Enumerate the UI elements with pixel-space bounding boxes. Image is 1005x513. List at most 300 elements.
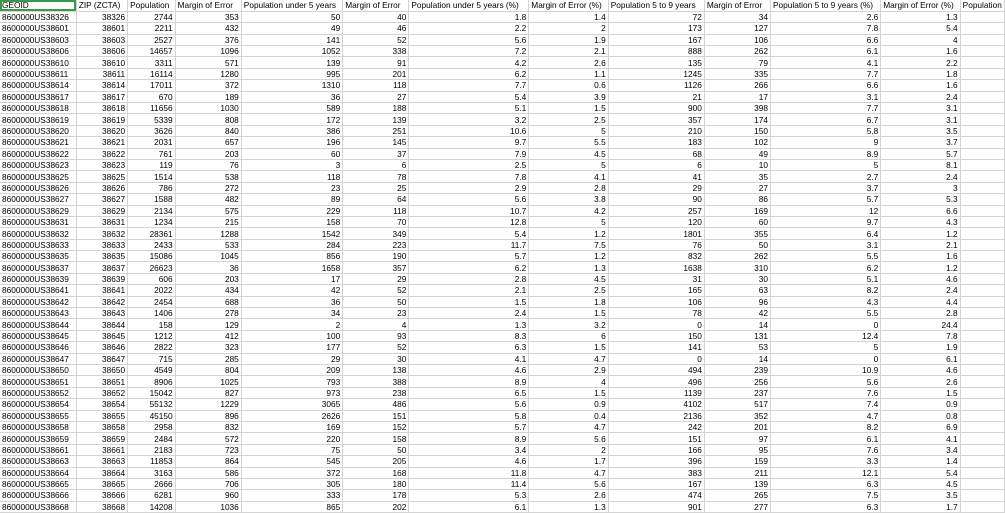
table-cell[interactable]: 30 [704, 273, 770, 284]
table-cell[interactable]: 589 [241, 103, 342, 114]
table-cell[interactable]: 323 [175, 342, 241, 353]
table-cell[interactable]: 8600000US38622 [0, 148, 76, 159]
table-cell[interactable]: 349 [343, 228, 409, 239]
table-cell[interactable]: 1052 [241, 46, 342, 57]
table-cell[interactable]: 4.2 [529, 205, 608, 216]
table-cell[interactable]: 3.3 [770, 456, 880, 467]
table-cell[interactable]: 55132 [128, 399, 176, 410]
table-cell[interactable]: 2 [529, 444, 608, 455]
table-cell[interactable]: 1.3 [881, 11, 960, 22]
table-cell[interactable]: 8600000US38632 [0, 228, 76, 239]
table-cell[interactable]: 8906 [128, 376, 176, 387]
table-cell[interactable] [960, 501, 1004, 512]
table-cell[interactable]: 4.6 [409, 456, 529, 467]
table-cell[interactable]: 118 [241, 171, 342, 182]
table-cell[interactable]: 688 [175, 296, 241, 307]
table-cell[interactable]: 141 [608, 342, 704, 353]
table-cell[interactable]: 49 [704, 148, 770, 159]
table-cell[interactable]: 2666 [128, 478, 176, 489]
table-cell[interactable]: 412 [175, 330, 241, 341]
table-cell[interactable]: 24.4 [881, 319, 960, 330]
table-cell[interactable]: 14 [704, 353, 770, 364]
table-cell[interactable]: 11.4 [409, 478, 529, 489]
table-cell[interactable]: 6.3 [409, 342, 529, 353]
table-cell[interactable]: 352 [704, 410, 770, 421]
table-cell[interactable]: 15042 [128, 387, 176, 398]
table-cell[interactable]: 38652 [76, 387, 127, 398]
table-cell[interactable]: 11.8 [409, 467, 529, 478]
table-cell[interactable]: 7.7 [770, 103, 880, 114]
table-cell[interactable]: 3626 [128, 125, 176, 136]
column-header-cell[interactable]: Margin of Error (%) [529, 0, 608, 11]
table-cell[interactable]: 1.2 [881, 262, 960, 273]
table-cell[interactable]: 2.1 [409, 285, 529, 296]
table-cell[interactable]: 8600000US38650 [0, 365, 76, 376]
table-cell[interactable]: 386 [241, 125, 342, 136]
table-cell[interactable]: 93 [343, 330, 409, 341]
table-cell[interactable]: 8600000US38606 [0, 46, 76, 57]
table-cell[interactable] [960, 11, 1004, 22]
table-cell[interactable]: 0 [608, 353, 704, 364]
table-cell[interactable]: 7.5 [770, 490, 880, 501]
table-cell[interactable]: 3065 [241, 399, 342, 410]
table-cell[interactable]: 119 [128, 159, 176, 170]
table-cell[interactable]: 45150 [128, 410, 176, 421]
table-cell[interactable]: 5339 [128, 114, 176, 125]
table-cell[interactable]: 5 [770, 342, 880, 353]
table-cell[interactable]: 3 [881, 182, 960, 193]
table-cell[interactable]: 29 [343, 273, 409, 284]
table-cell[interactable]: 8600000US38625 [0, 171, 76, 182]
table-cell[interactable]: 272 [175, 182, 241, 193]
table-cell[interactable]: 91 [343, 57, 409, 68]
table-cell[interactable]: 4.1 [409, 353, 529, 364]
table-cell[interactable]: 64 [343, 194, 409, 205]
table-cell[interactable]: 8600000US38665 [0, 478, 76, 489]
table-cell[interactable]: 60 [241, 148, 342, 159]
table-cell[interactable]: 2183 [128, 444, 176, 455]
table-cell[interactable]: 715 [128, 353, 176, 364]
table-cell[interactable]: 50 [241, 11, 342, 22]
table-cell[interactable]: 7.2 [409, 46, 529, 57]
table-cell[interactable]: 118 [343, 205, 409, 216]
table-cell[interactable]: 2.6 [529, 490, 608, 501]
table-cell[interactable]: 960 [175, 490, 241, 501]
table-cell[interactable]: 139 [343, 114, 409, 125]
table-cell[interactable]: 96 [704, 296, 770, 307]
table-cell[interactable]: 6.6 [770, 80, 880, 91]
table-cell[interactable]: 0.9 [881, 399, 960, 410]
table-cell[interactable]: 8600000US38635 [0, 251, 76, 262]
table-cell[interactable]: 1139 [608, 387, 704, 398]
table-cell[interactable]: 434 [175, 285, 241, 296]
table-cell[interactable]: 201 [343, 68, 409, 79]
table-cell[interactable] [960, 57, 1004, 68]
table-cell[interactable]: 2.6 [881, 376, 960, 387]
table-cell[interactable]: 865 [241, 501, 342, 512]
table-cell[interactable]: 38619 [76, 114, 127, 125]
table-cell[interactable]: 2 [241, 319, 342, 330]
table-cell[interactable]: 27 [704, 182, 770, 193]
table-cell[interactable]: 2.9 [529, 365, 608, 376]
table-cell[interactable]: 37 [343, 148, 409, 159]
table-cell[interactable]: 5 [529, 159, 608, 170]
table-cell[interactable]: 1025 [175, 376, 241, 387]
table-cell[interactable]: 1.7 [881, 501, 960, 512]
table-cell[interactable]: 1.6 [881, 251, 960, 262]
table-cell[interactable]: 38326 [76, 11, 127, 22]
table-cell[interactable]: 38632 [76, 228, 127, 239]
table-cell[interactable]: 158 [241, 216, 342, 227]
table-cell[interactable]: 169 [241, 421, 342, 432]
table-cell[interactable]: 0 [770, 353, 880, 364]
table-cell[interactable]: 68 [608, 148, 704, 159]
table-cell[interactable]: 1801 [608, 228, 704, 239]
table-cell[interactable]: 761 [128, 148, 176, 159]
table-cell[interactable]: 138 [343, 365, 409, 376]
table-cell[interactable]: 4.6 [881, 365, 960, 376]
table-cell[interactable] [960, 467, 1004, 478]
table-cell[interactable]: 1638 [608, 262, 704, 273]
table-cell[interactable]: 1.5 [529, 342, 608, 353]
table-cell[interactable]: 706 [175, 478, 241, 489]
table-cell[interactable]: 1.3 [529, 262, 608, 273]
table-cell[interactable]: 150 [608, 330, 704, 341]
table-cell[interactable]: 1.6 [881, 80, 960, 91]
table-cell[interactable]: 4.1 [770, 57, 880, 68]
table-cell[interactable]: 36 [241, 91, 342, 102]
table-cell[interactable]: 786 [128, 182, 176, 193]
table-cell[interactable]: 5.8 [770, 125, 880, 136]
table-cell[interactable]: 9.7 [409, 137, 529, 148]
table-cell[interactable]: 38666 [76, 490, 127, 501]
table-cell[interactable]: 38617 [76, 91, 127, 102]
table-cell[interactable]: 38642 [76, 296, 127, 307]
table-cell[interactable]: 357 [608, 114, 704, 125]
table-cell[interactable] [960, 376, 1004, 387]
table-cell[interactable]: 3.7 [881, 137, 960, 148]
table-cell[interactable]: 6.3 [770, 478, 880, 489]
table-cell[interactable]: 131 [704, 330, 770, 341]
table-cell[interactable]: 238 [343, 387, 409, 398]
table-cell[interactable]: 42 [241, 285, 342, 296]
table-cell[interactable] [960, 387, 1004, 398]
table-cell[interactable]: 4.5 [529, 273, 608, 284]
table-cell[interactable] [960, 308, 1004, 319]
table-cell[interactable]: 494 [608, 365, 704, 376]
table-cell[interactable]: 1045 [175, 251, 241, 262]
table-cell[interactable]: 2211 [128, 23, 176, 34]
table-cell[interactable]: 34 [704, 11, 770, 22]
table-cell[interactable]: 6.3 [770, 501, 880, 512]
table-cell[interactable]: 12.1 [770, 467, 880, 478]
table-cell[interactable]: 2.8 [881, 308, 960, 319]
table-cell[interactable] [960, 68, 1004, 79]
table-cell[interactable]: 95 [704, 444, 770, 455]
table-cell[interactable]: 5.3 [881, 194, 960, 205]
table-cell[interactable]: 266 [704, 80, 770, 91]
table-cell[interactable]: 3.4 [881, 444, 960, 455]
table-cell[interactable]: 21 [608, 91, 704, 102]
table-cell[interactable]: 262 [704, 46, 770, 57]
table-cell[interactable]: 6.4 [770, 228, 880, 239]
table-cell[interactable]: 17 [704, 91, 770, 102]
table-cell[interactable]: 8600000US38666 [0, 490, 76, 501]
table-cell[interactable]: 256 [704, 376, 770, 387]
table-cell[interactable]: 6.6 [881, 205, 960, 216]
table-cell[interactable]: 11.7 [409, 239, 529, 250]
table-cell[interactable]: 38631 [76, 216, 127, 227]
table-cell[interactable]: 864 [175, 456, 241, 467]
table-cell[interactable] [960, 342, 1004, 353]
table-cell[interactable] [960, 23, 1004, 34]
table-cell[interactable]: 173 [608, 23, 704, 34]
table-cell[interactable]: 4.7 [529, 467, 608, 478]
column-header-cell[interactable]: Population under 5 years (%) [409, 0, 529, 11]
table-cell[interactable]: 36 [175, 262, 241, 273]
table-cell[interactable]: 4.5 [529, 148, 608, 159]
table-cell[interactable]: 38646 [76, 342, 127, 353]
table-cell[interactable]: 6.6 [770, 34, 880, 45]
table-cell[interactable]: 188 [343, 103, 409, 114]
table-cell[interactable]: 2958 [128, 421, 176, 432]
table-cell[interactable]: 8600000US38629 [0, 205, 76, 216]
table-cell[interactable]: 8600000US38639 [0, 273, 76, 284]
table-cell[interactable]: 372 [241, 467, 342, 478]
table-cell[interactable]: 210 [608, 125, 704, 136]
table-cell[interactable]: 4 [343, 319, 409, 330]
table-cell[interactable]: 8600000US38627 [0, 194, 76, 205]
table-cell[interactable]: 50 [343, 296, 409, 307]
table-cell[interactable]: 277 [704, 501, 770, 512]
table-cell[interactable]: 5.6 [409, 194, 529, 205]
table-cell[interactable]: 172 [241, 114, 342, 125]
table-cell[interactable]: 242 [608, 421, 704, 432]
table-cell[interactable]: 5.4 [881, 23, 960, 34]
table-cell[interactable]: 2.6 [529, 57, 608, 68]
table-cell[interactable]: 3.4 [409, 444, 529, 455]
table-cell[interactable]: 150 [704, 125, 770, 136]
table-cell[interactable]: 8600000US38644 [0, 319, 76, 330]
table-cell[interactable]: 9 [770, 137, 880, 148]
table-cell[interactable]: 8600000US38633 [0, 239, 76, 250]
table-cell[interactable]: 14208 [128, 501, 176, 512]
table-cell[interactable]: 237 [704, 387, 770, 398]
table-cell[interactable]: 38668 [76, 501, 127, 512]
table-cell[interactable]: 0 [608, 319, 704, 330]
table-cell[interactable] [960, 148, 1004, 159]
table-cell[interactable]: 2.7 [770, 171, 880, 182]
table-cell[interactable]: 517 [704, 399, 770, 410]
table-cell[interactable]: 1.9 [881, 342, 960, 353]
table-cell[interactable]: 12.4 [770, 330, 880, 341]
table-cell[interactable]: 8600000US38620 [0, 125, 76, 136]
table-cell[interactable]: 2.4 [881, 171, 960, 182]
table-cell[interactable]: 3.1 [881, 103, 960, 114]
table-cell[interactable] [960, 216, 1004, 227]
table-cell[interactable]: 2.4 [881, 285, 960, 296]
table-cell[interactable] [960, 262, 1004, 273]
table-cell[interactable]: 102 [704, 137, 770, 148]
table-cell[interactable]: 139 [241, 57, 342, 68]
table-cell[interactable]: 2.4 [409, 308, 529, 319]
table-cell[interactable]: 2.5 [409, 159, 529, 170]
column-header-cell[interactable]: Margin of Error [175, 0, 241, 11]
table-cell[interactable]: 127 [704, 23, 770, 34]
table-cell[interactable]: 4.1 [881, 433, 960, 444]
table-cell[interactable]: 63 [704, 285, 770, 296]
table-cell[interactable]: 8600000US38601 [0, 23, 76, 34]
table-cell[interactable] [960, 34, 1004, 45]
table-cell[interactable]: 723 [175, 444, 241, 455]
table-cell[interactable]: 3.5 [881, 125, 960, 136]
table-cell[interactable]: 1212 [128, 330, 176, 341]
table-cell[interactable]: 38645 [76, 330, 127, 341]
table-cell[interactable]: 1.8 [529, 296, 608, 307]
table-cell[interactable]: 432 [175, 23, 241, 34]
table-cell[interactable]: 38658 [76, 421, 127, 432]
table-cell[interactable]: 10 [704, 159, 770, 170]
table-cell[interactable] [960, 80, 1004, 91]
table-cell[interactable]: 42 [704, 308, 770, 319]
table-cell[interactable]: 38664 [76, 467, 127, 478]
table-cell[interactable]: 41 [608, 171, 704, 182]
table-cell[interactable]: 8600000US38664 [0, 467, 76, 478]
table-cell[interactable]: 78 [608, 308, 704, 319]
table-cell[interactable]: 3.2 [409, 114, 529, 125]
table-cell[interactable]: 900 [608, 103, 704, 114]
table-cell[interactable]: 2822 [128, 342, 176, 353]
table-cell[interactable]: 1542 [241, 228, 342, 239]
table-cell[interactable]: 5.7 [409, 421, 529, 432]
table-cell[interactable] [960, 103, 1004, 114]
table-cell[interactable]: 29 [241, 353, 342, 364]
column-header-cell[interactable]: Population under 5 years [241, 0, 342, 11]
table-cell[interactable]: 1288 [175, 228, 241, 239]
table-cell[interactable]: 38663 [76, 456, 127, 467]
table-cell[interactable] [960, 114, 1004, 125]
table-cell[interactable]: 6.2 [409, 68, 529, 79]
table-cell[interactable]: 6.1 [881, 353, 960, 364]
table-cell[interactable]: 7.9 [409, 148, 529, 159]
table-cell[interactable]: 203 [175, 273, 241, 284]
table-cell[interactable]: 265 [704, 490, 770, 501]
table-cell[interactable]: 178 [343, 490, 409, 501]
table-cell[interactable]: 25 [343, 182, 409, 193]
table-cell[interactable]: 8600000US38663 [0, 456, 76, 467]
table-cell[interactable]: 28361 [128, 228, 176, 239]
table-cell[interactable]: 8600000US38643 [0, 308, 76, 319]
table-cell[interactable] [960, 399, 1004, 410]
table-cell[interactable]: 8600000US38661 [0, 444, 76, 455]
table-cell[interactable]: 151 [343, 410, 409, 421]
table-cell[interactable]: 14 [704, 319, 770, 330]
table-cell[interactable]: 183 [608, 137, 704, 148]
table-cell[interactable]: 3.8 [529, 194, 608, 205]
table-cell[interactable] [960, 205, 1004, 216]
table-cell[interactable]: 205 [343, 456, 409, 467]
table-cell[interactable]: 220 [241, 433, 342, 444]
table-cell[interactable]: 262 [704, 251, 770, 262]
table-cell[interactable]: 8.9 [770, 148, 880, 159]
table-cell[interactable]: 174 [704, 114, 770, 125]
table-cell[interactable] [960, 194, 1004, 205]
table-cell[interactable]: 1588 [128, 194, 176, 205]
table-cell[interactable]: 1310 [241, 80, 342, 91]
table-cell[interactable]: 7.8 [770, 23, 880, 34]
table-cell[interactable]: 6.1 [770, 46, 880, 57]
table-cell[interactable]: 4.7 [529, 421, 608, 432]
table-cell[interactable]: 1.2 [529, 251, 608, 262]
table-cell[interactable]: 165 [608, 285, 704, 296]
table-cell[interactable]: 38650 [76, 365, 127, 376]
table-cell[interactable]: 4.3 [770, 296, 880, 307]
table-cell[interactable]: 571 [175, 57, 241, 68]
table-cell[interactable]: 97 [704, 433, 770, 444]
table-cell[interactable] [960, 478, 1004, 489]
table-cell[interactable]: 168 [343, 467, 409, 478]
table-cell[interactable]: 8600000US38637 [0, 262, 76, 273]
table-cell[interactable]: 1245 [608, 68, 704, 79]
table-cell[interactable]: 167 [608, 478, 704, 489]
table-cell[interactable]: 70 [343, 216, 409, 227]
table-cell[interactable]: 5.1 [409, 103, 529, 114]
table-cell[interactable]: 10.6 [409, 125, 529, 136]
table-cell[interactable]: 38635 [76, 251, 127, 262]
table-cell[interactable]: 5.6 [409, 399, 529, 410]
table-cell[interactable]: 4549 [128, 365, 176, 376]
table-cell[interactable]: 49 [241, 23, 342, 34]
table-cell[interactable]: 6 [608, 159, 704, 170]
table-cell[interactable]: 808 [175, 114, 241, 125]
table-cell[interactable]: 3 [241, 159, 342, 170]
table-cell[interactable]: 7.7 [770, 68, 880, 79]
table-cell[interactable]: 5.4 [409, 228, 529, 239]
table-cell[interactable]: 3311 [128, 57, 176, 68]
table-cell[interactable]: 832 [608, 251, 704, 262]
table-cell[interactable]: 8.9 [409, 376, 529, 387]
table-cell[interactable]: 357 [343, 262, 409, 273]
table-cell[interactable]: 3.1 [770, 239, 880, 250]
table-cell[interactable]: 145 [343, 137, 409, 148]
table-cell[interactable]: 2433 [128, 239, 176, 250]
table-cell[interactable]: 1.7 [529, 456, 608, 467]
table-cell[interactable]: 151 [608, 433, 704, 444]
table-cell[interactable]: 79 [704, 57, 770, 68]
table-cell[interactable]: 53 [704, 342, 770, 353]
table-cell[interactable]: 2.6 [770, 11, 880, 22]
table-cell[interactable]: 586 [175, 467, 241, 478]
table-cell[interactable]: 1280 [175, 68, 241, 79]
table-cell[interactable] [960, 353, 1004, 364]
table-cell[interactable]: 5.4 [409, 91, 529, 102]
table-cell[interactable]: 3.5 [881, 490, 960, 501]
table-cell[interactable]: 27 [343, 91, 409, 102]
table-cell[interactable]: 86 [704, 194, 770, 205]
table-cell[interactable]: 38603 [76, 34, 127, 45]
table-cell[interactable]: 38644 [76, 319, 127, 330]
table-cell[interactable] [960, 182, 1004, 193]
column-header-cell[interactable]: GEOID [0, 0, 76, 11]
table-cell[interactable]: 335 [704, 68, 770, 79]
table-cell[interactable]: 129 [175, 319, 241, 330]
table-cell[interactable]: 11656 [128, 103, 176, 114]
table-cell[interactable]: 10.9 [770, 365, 880, 376]
table-cell[interactable]: 52 [343, 342, 409, 353]
table-cell[interactable]: 1.1 [529, 68, 608, 79]
table-cell[interactable]: 353 [175, 11, 241, 22]
table-cell[interactable]: 14657 [128, 46, 176, 57]
